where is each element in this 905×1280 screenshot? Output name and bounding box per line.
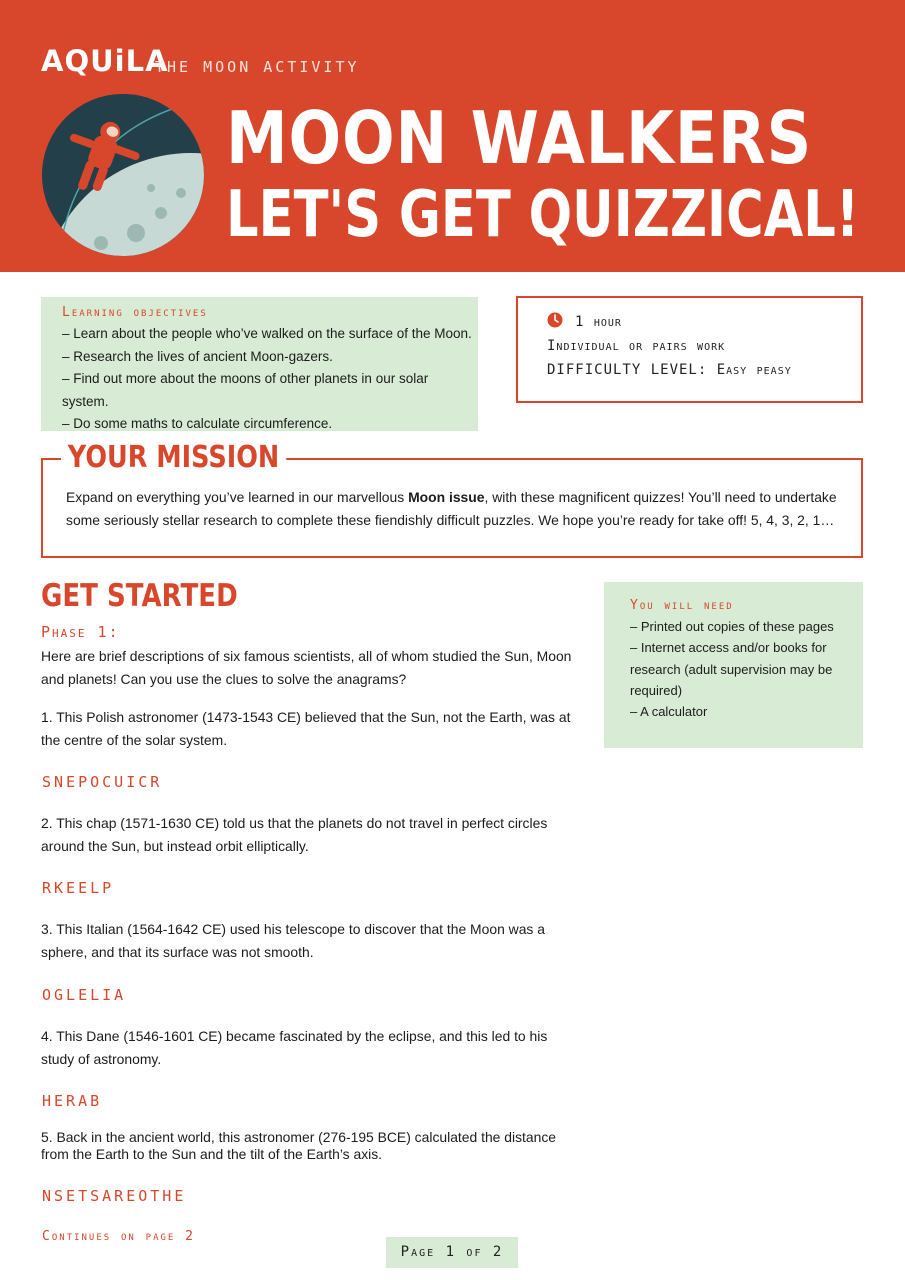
difficulty-text: DIFFICULTY LEVEL: Easy peasy xyxy=(547,362,792,378)
header-banner xyxy=(0,0,905,272)
anagram-clue: RKEELP xyxy=(42,879,115,897)
duration-text: 1 hour xyxy=(575,314,622,330)
objective-item: – Do some maths to calculate circumference. xyxy=(62,416,333,431)
brand-logo: AQUiLA xyxy=(41,44,169,78)
anagram-clue: SNEPOCUICR xyxy=(42,773,163,791)
astronaut-moon-illustration xyxy=(41,93,205,257)
objective-item: – Find out more about the moons of other planets in our solar system. xyxy=(62,371,429,409)
question-text: 4. This Dane (1546-1601 CE) became fascinated by the eclipse, and this led to his study of astronomy. xyxy=(41,1028,548,1067)
page-number: Page 1 of 2 xyxy=(386,1237,518,1268)
learning-objectives-panel xyxy=(41,297,478,431)
clock-icon xyxy=(547,312,563,328)
intro-text: Here are brief descriptions of six famous scientists, all of whom studied the Sun, Moon and planets! Can you use the clues to solve the anagrams? xyxy=(41,648,572,687)
continues-note: Continues on page 2 xyxy=(42,1229,195,1244)
you-will-need-panel xyxy=(604,582,863,748)
group-text: Individual or pairs work xyxy=(547,338,726,354)
mission-heading: YOUR MISSION xyxy=(61,440,286,475)
mission-text-bold: Moon issue xyxy=(408,489,485,505)
anagram-clue: HERAB xyxy=(42,1092,103,1110)
mission-text-part: Expand on everything you’ve learned in our marvellous xyxy=(66,489,409,505)
question-text: 3. This Italian (1564-1642 CE) used his telescope to discover that the Moon was a sphere, and that its surface was not smooth. xyxy=(41,921,545,960)
page-subtitle: LET'S GET QUIZZICAL! xyxy=(226,178,860,252)
needs-heading: You will need xyxy=(630,598,734,613)
question-text: 5. Back in the ancient world, this astronomer (276-195 BCE) calculated the distance from the Earth to the Sun and the tilt of the Earth’s axis. xyxy=(41,1129,556,1162)
anagram-clue: NSETSAREOTHE xyxy=(42,1187,187,1205)
brand-subtitle: THE MOON ACTIVITY xyxy=(155,58,360,76)
activity-info-box xyxy=(516,296,863,403)
objectives-heading: Learning objectives xyxy=(62,305,208,320)
phase-heading: Phase 1: xyxy=(41,623,120,641)
question-text: 1. This Polish astronomer (1473-1543 CE) believed that the Sun, not the Earth, was at the centre of the solar system. xyxy=(41,709,571,748)
get-started-heading: GET STARTED xyxy=(41,578,238,614)
mission-text xyxy=(66,486,856,531)
page-title: MOON WALKERS xyxy=(226,96,813,180)
objective-item: – Learn about the people who’ve walked on the surface of the Moon. xyxy=(62,326,472,341)
mission-text-part: , with these magnificent quizzes! You’ll need to undertake some seriously stellar research to complete these fiendishly difficult puzzles. We hope you’re ready for take off! 5, 4, 3, 2, 1… xyxy=(66,489,837,528)
anagram-clue: OGLELIA xyxy=(42,986,127,1004)
needs-item: – Printed out copies of these pages xyxy=(630,619,834,634)
question-text: 2. This chap (1571-1630 CE) told us that the planets do not travel in perfect circles around the Sun, but instead orbit elliptically. xyxy=(41,815,548,854)
needs-item: – A calculator xyxy=(630,704,708,720)
mission-box xyxy=(41,440,863,558)
objective-item: – Research the lives of ancient Moon-gazers. xyxy=(62,348,333,364)
needs-item: – Internet access and/or books for research (adult supervision may be required) xyxy=(630,640,833,698)
